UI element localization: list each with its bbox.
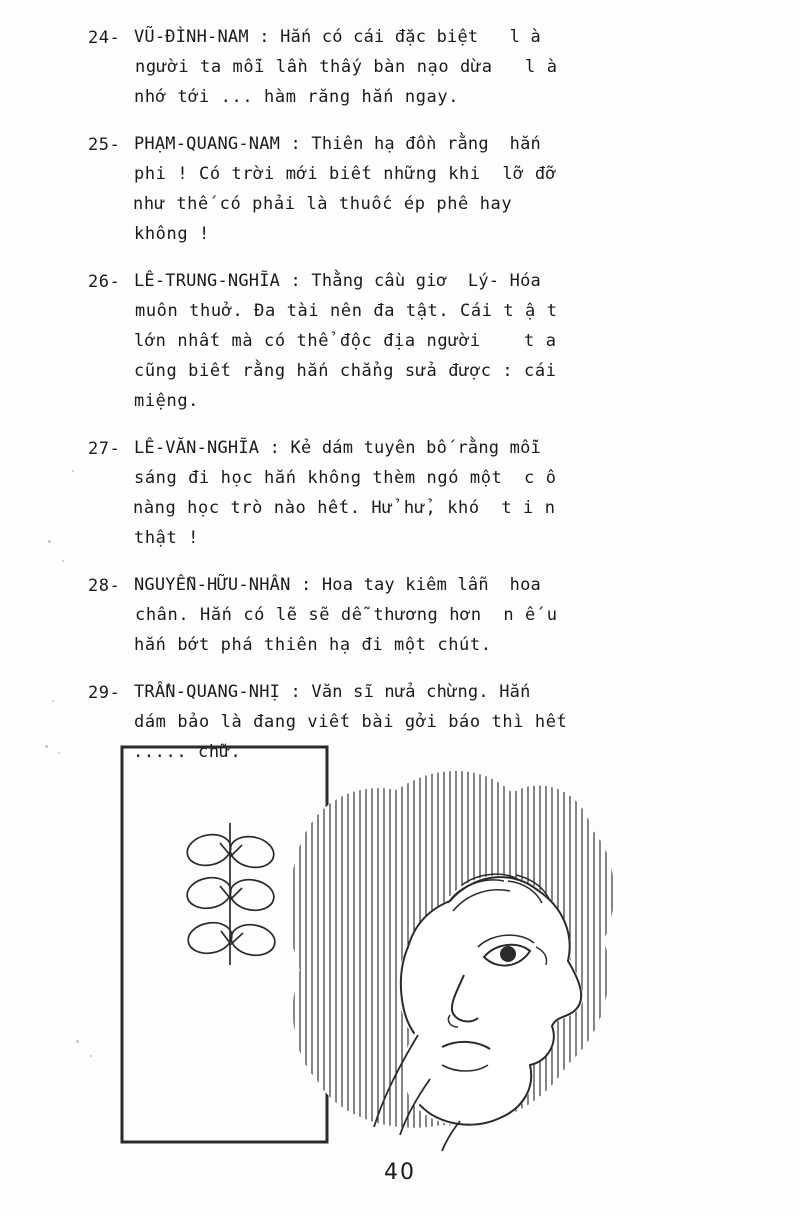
entry-line: không ! [134,224,210,244]
entry-line: người ta mỗi lần thấy bàn nạo dừa l à [135,57,558,77]
entry-number: 28- [88,576,121,596]
entry-line: LÊ-TRUNG-NGHĨA : Thằng cầu giơ Lý- Hóa [134,271,541,291]
entry-line: chân. Hắn có lẽ sẽ dễ thương hơn n ế u [135,605,558,625]
illustration-svg [112,735,712,1155]
entry-line: như thế có phải là thuốc ép phê hay [133,194,513,214]
list-item [88,433,748,553]
entry-line: nhớ tới ... hàm răng hắn ngay. [134,87,460,107]
entry-number: 27- [88,439,121,459]
paper-speck [45,745,48,748]
entry-body [134,266,748,416]
entry-number: 24- [88,28,121,48]
leaf-branch [184,823,277,965]
entry-line: PHẠM-QUANG-NAM : Thiên hạ đồn rằng hắn [134,134,541,154]
entry-body [134,129,748,249]
entry-number: 25- [88,135,121,155]
entry-line: dám bảo là đang viết bài gởi báo thì hết [134,712,568,732]
entry-line: NGUYỄN-HỮU-NHÂN : Hoa tay kiêm lẫn hoa [134,575,541,595]
entry-line: cũng biết rằng hắn chẳng sửa được : cái [134,361,557,381]
entry-line: phi ! Có trời mới biết những khi lỡ đỡ [134,164,557,184]
paper-speck [62,560,64,562]
paper-speck [52,700,54,702]
entry-list [88,22,748,784]
entry-line: LÊ-VĂN-NGHĨA : Kẻ dám tuyên bố rằng mỗi [134,438,541,458]
entry-line: muôn thuở. Đa tài nên đa tật. Cái t ậ t [135,301,558,321]
list-item [88,266,748,416]
page-number: 40 [384,1160,416,1185]
paper-speck [58,752,60,754]
paper-speck [72,470,74,472]
entry-line: nàng học trò nào hết. Hử hử, khó t i n [133,498,556,518]
illustration [112,735,712,1155]
entry-line: ..... chữ. [133,742,242,762]
paper-speck [76,1040,79,1043]
entry-body [134,433,748,553]
entry-body [134,570,748,660]
entry-line: thật ! [134,528,200,548]
entry-line: VŨ-ĐÌNH-NAM : Hắn có cái đặc biệt l à [134,27,541,47]
entry-body [134,22,748,112]
entry-line: lớn nhất mà có thể độc địa người t a [134,331,557,351]
entry-line: TRẦN-QUANG-NHỊ : Văn sĩ nửa chừng. Hắn [134,682,531,702]
entry-line: sáng đi học hắn không thèm ngó một c ô [134,468,557,488]
list-item [88,129,748,249]
list-item [88,22,748,112]
paper-speck [90,1055,92,1057]
entry-number: 29- [88,683,121,703]
entry-line: hắn bớt phá thiên hạ đi một chút. [134,635,492,655]
list-item [88,570,748,660]
entry-line: miệng. [134,391,200,411]
entry-number: 26- [88,272,121,292]
paper-speck [48,540,51,543]
